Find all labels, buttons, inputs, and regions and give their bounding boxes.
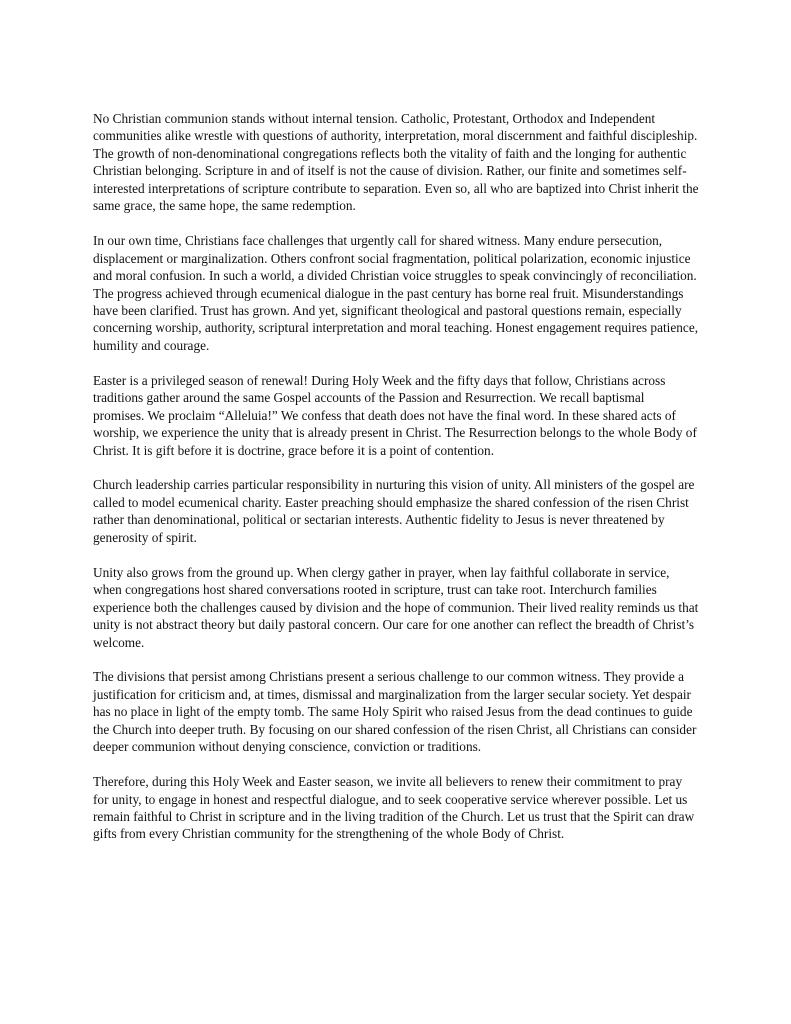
paragraph-1: No Christian communion stands without internal tension. Catholic, Protestant, Orthodox and Independent communities alike wrestle with questions of authority, interpretation, moral discernment and faithful discipleship. The growth of non-denominational congregations reflects both the vitality of faith and the longing for authentic Christian belonging. Scripture in and of itself is not the cause of division. Rather, our finite and sometimes self-interested interpretations of scripture contribute to separation. Even so, all who are baptized into Christ inherit the same grace, the same hope, the same redemption.	[93, 111, 699, 214]
paragraph-5: Unity also grows from the ground up. When clergy gather in prayer, when lay faithful collaborate in service, when congregations host shared conversations rooted in scripture, trust can take root. Interchurch families experience both the challenges caused by division and the hope of communion. Their lived reality reminds us that unity is not abstract theory but daily pastoral concern. Our care for one another can reflect the breadth of Christ’s welcome.	[93, 564, 699, 650]
paragraph-4: Church leadership carries particular responsibility in nurturing this vision of unity. All ministers of the gospel are called to model ecumenical charity. Easter preaching should emphasize the shared confession of the risen Christ rather than denominational, political or sectarian interests. Authentic fidelity to Jesus is never threatened by generosity of spirit.	[93, 477, 695, 545]
document-body	[93, 110, 699, 860]
paragraph-7: Therefore, during this Holy Week and Easter season, we invite all believers to renew their commitment to pray for unity, to engage in honest and respectful dialogue, and to seek cooperative service wherever possible. Let us remain faithful to Christ in scripture and in the living tradition of the Church. Let us trust that the Spirit can draw gifts from every Christian community for the strengthening of the whole Body of Christ.	[93, 774, 695, 842]
paragraph-3: Easter is a privileged season of renewal! During Holy Week and the fifty days that follow, Christians across traditions gather around the same Gospel accounts of the Passion and Resurrection. We recall baptismal promises. We proclaim “Alleluia!” We confess that death does not have the final word. In these shared acts of worship, we experience the unity that is already present in Christ. The Resurrection belongs to the whole Body of Christ. It is gift before it is doctrine, grace before it is a point of contention.	[93, 372, 697, 458]
paragraph-2: In our own time, Christians face challenges that urgently call for shared witness. Many endure persecution, displacement or marginalization. Others confront social fragmentation, political polarization, economic injustice and moral confusion. In such a world, a divided Christian voice struggles to speak convincingly of reconciliation. The progress achieved through ecumenical dialogue in the past century has borne real fruit. Misunderstandings have been clarified. Trust has grown. And yet, significant theological and pastoral questions remain, especially concerning worship, authority, scriptural interpretation and moral teaching. Honest engagement requires patience, humility and courage.	[93, 233, 699, 353]
paragraph-6: The divisions that persist among Christians present a serious challenge to our common witness. They provide a justification for criticism and, at times, dismissal and marginalization from the larger secular society. Yet despair has no place in light of the empty tomb. The same Holy Spirit who raised Jesus from the dead continues to guide the Church into deeper truth. By focusing on our shared confession of the risen Christ, all Christians can consider deeper communion without denying conscience, conviction or traditions.	[93, 669, 697, 755]
